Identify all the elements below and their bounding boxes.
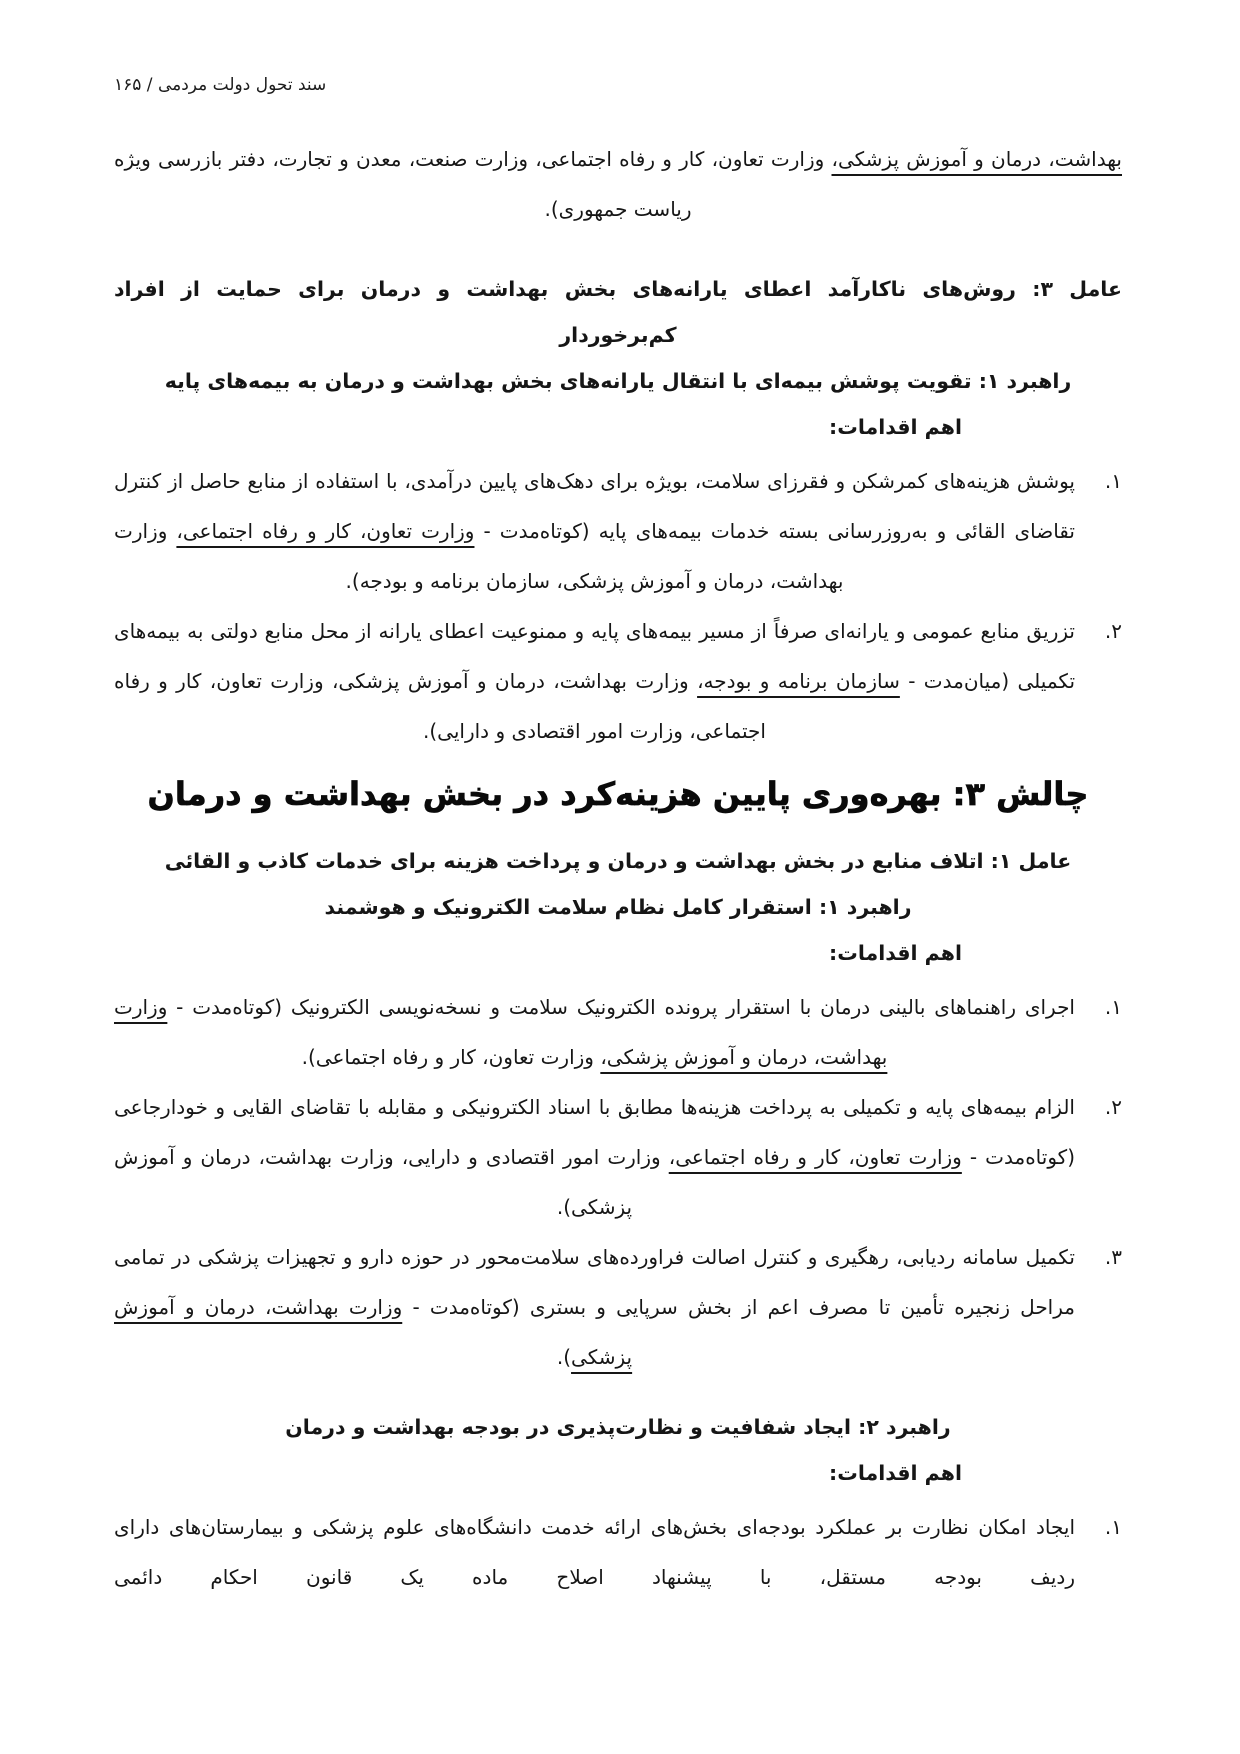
- list-item-number: ۱.: [1104, 469, 1122, 493]
- intro-paragraph: [114, 134, 1122, 234]
- list-item-text: [114, 606, 1075, 756]
- text-segment: ایجاد امکان نظارت بر عملکرد بودجه‌ای بخش‌های ارائه خدمت دانشگاه‌های علوم پزشکی و بیمارستان‌های دارای ردیف بودجه مستقل، با پیشنهاد اصلاح ماده یک قانون احکام دائمی: [114, 1515, 1075, 1589]
- list-item-number: ۱.: [1104, 1515, 1122, 1539]
- list-item: [114, 1502, 1122, 1602]
- list-item-text: [114, 1502, 1075, 1602]
- text-segment: اجرای راهنماهای بالینی درمان با استقرار پرونده الکترونیک سلامت و نسخه‌نویسی الکترونیک (کوتاه‌مدت -: [167, 995, 1075, 1019]
- underlined-text: وزارت تعاون، کار و رفاه اجتماعی،: [176, 519, 475, 543]
- text-segment: وزارت بهداشت، درمان و آموزش پزشکی، سازمان برنامه و بودجه).: [114, 519, 844, 593]
- list-item-number: ۱.: [1104, 995, 1122, 1019]
- factor-3-strategy-1-heading: راهبرد ۱: تقویت پوشش بیمه‌ای با انتقال یارانه‌های بخش بهداشت و درمان به بیمه‌های پایه: [164, 369, 1072, 393]
- factor-1-actions-list: [114, 982, 1122, 1382]
- text-segment: وزارت بهداشت، درمان و آموزش پزشکی، وزارت تعاون، کار و رفاه اجتماعی، وزارت امور اقتصادی و دارایی).: [114, 669, 766, 743]
- key-actions-label: اهم اقدامات:: [829, 415, 962, 439]
- underlined-text: بهداشت، درمان و آموزش پزشکی،: [831, 147, 1122, 171]
- list-item: [114, 1082, 1122, 1232]
- factor-1-heading: عامل ۱: اتلاف منابع در بخش بهداشت و درمان و پرداخت هزینه برای خدمات کاذب و القائی: [164, 849, 1072, 873]
- strategy-2-heading: راهبرد ۲: ایجاد شفافیت و نظارت‌پذیری در بودجه بهداشت و درمان: [285, 1415, 951, 1439]
- underlined-text: وزارت بهداشت، درمان و آموزش پزشکی،: [114, 995, 888, 1069]
- list-item-number: ۲.: [1104, 1095, 1122, 1119]
- factor-1-strategy-1-heading: راهبرد ۱: استقرار کامل نظام سلامت الکترونیک و هوشمند: [324, 895, 912, 919]
- list-item: [114, 982, 1122, 1082]
- list-item-number: ۳.: [1104, 1245, 1122, 1269]
- list-item-text: [114, 456, 1075, 606]
- text-segment: پوشش هزینه‌های کمرشکن و فقرزای سلامت، بویژه برای دهک‌های پایین درآمدی، با استفاده از منابع حاصل از کنترل تقاضای القائی و به‌روزرسانی بسته خدمات بیمه‌های پایه (کوتاه‌مدت -: [114, 469, 1075, 543]
- running-header: سند تحول دولت مردمی / ۱۶۵: [114, 75, 327, 95]
- text-segment: وزارت تعاون، کار و رفاه اجتماعی، وزارت صنعت، معدن و تجارت، دفتر بازرسی ویژه ریاست جمهوری).: [114, 147, 832, 221]
- list-item-text: [114, 982, 1075, 1082]
- key-actions-label: اهم اقدامات:: [829, 1461, 962, 1485]
- list-item-number: ۲.: [1104, 619, 1122, 643]
- challenge-3-title: چالش ۳: بهره‌وری پایین هزینه‌کرد در بخش بهداشت و درمان: [147, 775, 1089, 813]
- factor-3-actions-list: [114, 456, 1122, 756]
- list-item: [114, 1232, 1122, 1382]
- list-item-text: [114, 1232, 1075, 1382]
- text-segment: تکمیل سامانه ردیابی، رهگیری و کنترل اصالت فراورده‌های سلامت‌محور در حوزه دارو و تجهیزات پزشکی در تمامی مراحل زنجیره تأمین تا مصرف اعم از بخش سرپایی و بستری (کوتاه‌مدت -: [114, 1245, 1075, 1319]
- underlined-text: وزارت تعاون، کار و رفاه اجتماعی،: [668, 1145, 962, 1169]
- text-segment: الزام بیمه‌های پایه و تکمیلی به پرداخت هزینه‌ها مطابق با اسناد الکترونیکی و مقابله با تقاضای القایی و خودارجاعی (کوتاه‌مدت -: [114, 1095, 1075, 1169]
- list-item: [114, 606, 1122, 756]
- text-segment: وزارت تعاون، کار و رفاه اجتماعی).: [301, 1045, 601, 1069]
- list-item: [114, 456, 1122, 606]
- underlined-text: وزارت بهداشت، درمان و آموزش پزشکی: [114, 1295, 633, 1369]
- text-segment: وزارت امور اقتصادی و دارایی، وزارت بهداشت، درمان و آموزش پزشکی).: [114, 1145, 669, 1219]
- list-item-text: [114, 1082, 1075, 1232]
- text-segment: ).: [556, 1345, 572, 1369]
- key-actions-label: اهم اقدامات:: [829, 941, 962, 965]
- factor-3-heading: عامل ۳: روش‌های ناکارآمد اعطای یارانه‌های بخش بهداشت و درمان برای حمایت از افراد کم‌برخوردار: [114, 277, 1122, 347]
- text-segment: تزریق منابع عمومی و یارانه‌ای صرفاً از مسیر بیمه‌های پایه و ممنوعیت اعطای یارانه از محل منابع دولتی به بیمه‌های تکمیلی (میان‌مدت -: [114, 619, 1076, 693]
- strategy-2-actions-list: [114, 1502, 1122, 1602]
- underlined-text: سازمان برنامه و بودجه،: [697, 669, 900, 693]
